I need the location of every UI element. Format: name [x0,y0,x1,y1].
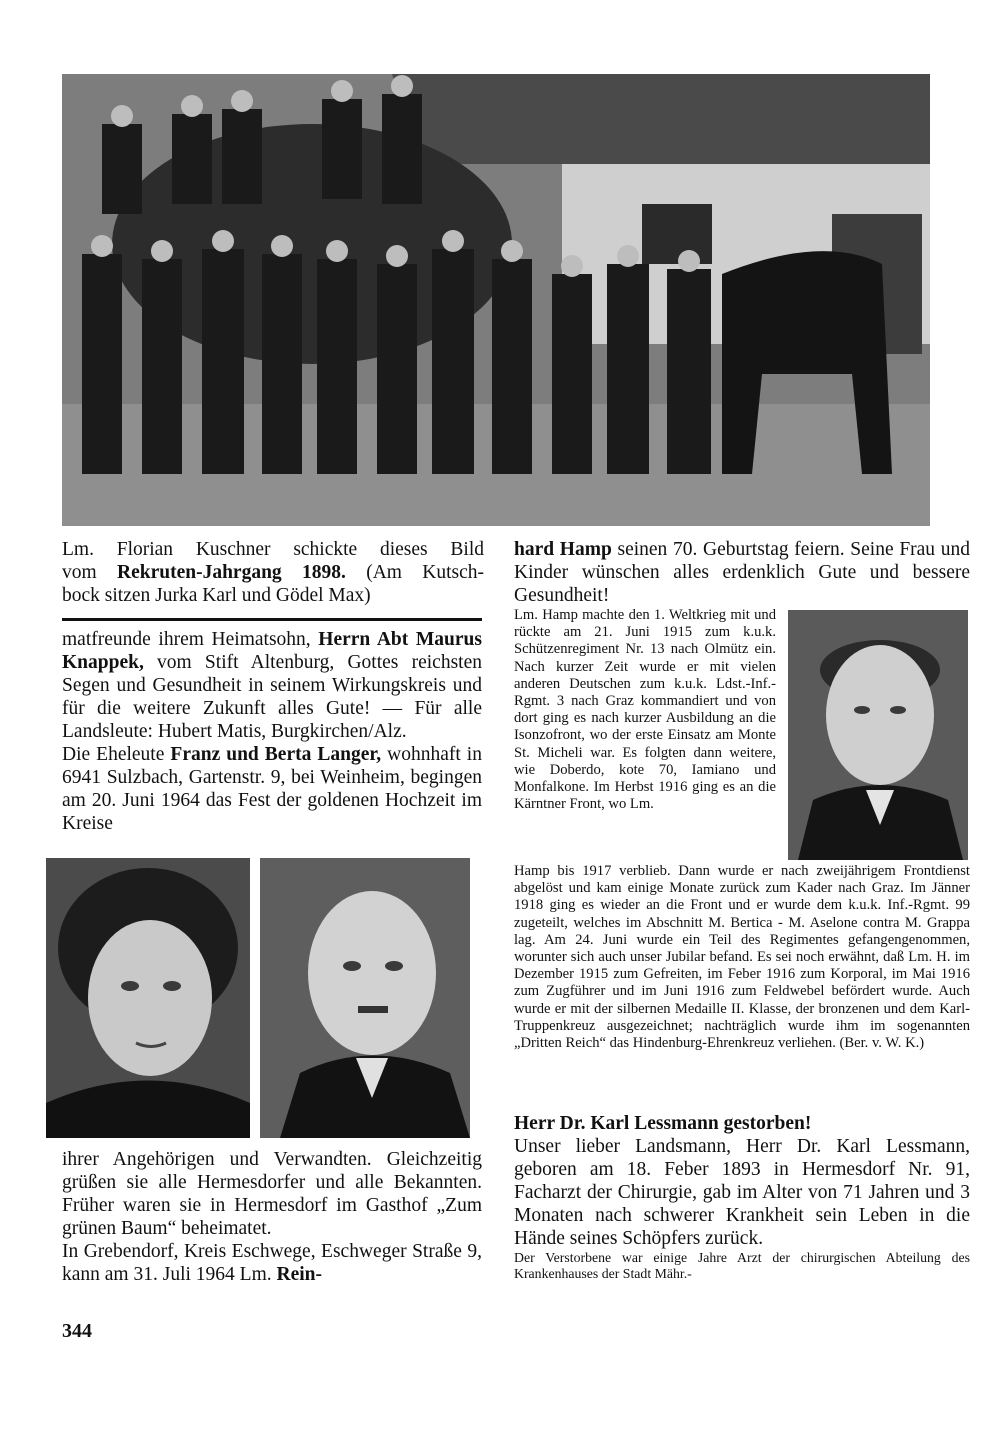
name-abt-maurus-knappek: Herrn Abt Maurus Knappek, [62,629,482,673]
text-segment: seinen 70. Geburtstag feiern. Seine Frau und Kinder wünschen alles erdenklich Gute und bessere Gesundheit! [514,539,970,606]
name-franz-berta-langer: Franz und Berta Langer, [170,744,382,765]
column-divider-rule [62,618,482,621]
right-article-biography-full [514,863,970,1052]
portrait-reinhard-hamp [788,610,968,860]
page-number: 344 [62,1320,92,1342]
paragraph-langer [62,743,482,835]
name-reinhard-part: Rein- [276,1264,322,1285]
paragraph-hamp-intro [62,1240,482,1286]
paragraph-hamp-biography: Lm. Hamp machte den 1. Weltkrieg mit und rückte am 21. Juni 1915 zum k.u.k. Schützenregiment Nr. 13 nach Olmütz ein. Nach kurzer Zeit wurde er mit vielen anderen Deutschen zum k.u.k. Ldst.-Inf.-Rgmt. 3 nach Graz kommandiert und von dort ging es nach kurzer Ausbildung an die Isonzofront, wo der erste Einsatz am Monte St. Micheli war. Es folgten dann weitere, wie Doberdo, kote 70, Iamiano und Monfalkone. Im Herbst 1916 ging es an die Kärntner Front, wo Lm. [514,607,776,813]
left-article-lower [62,1148,482,1286]
text-segment: vom Stift Altenburg, Gottes reichsten Segen und Gesundheit in seinem Wirkungskreis und für die weitere Zukunft alles Gute! — Für alle Landsleute: Hubert Matis, Burgkirchen/Alz. [62,652,482,742]
right-article-intro [514,538,970,607]
caption-line-1: Lm. Florian Kuschner schickte dieses Bild [62,539,484,560]
photo-caption [62,538,484,607]
paragraph-hamp-biography-continued: Hamp bis 1917 verblieb. Dann wurde er nach zweijährigem Frontdienst abgelöst und kam einige Monate zurück zum Kader nach Graz. Im Jänner 1918 ging es wieder an die Front und er wurde dem k.u.k. Inf.-Rgmt. 99 zugeteilt, welches im Abschnitt M. Bertica - M. Aselone contra M. Grappa lag. Am 24. Juni wurde ein Teil des Regimentes gefangengenommen, worunter sich auch unser Jubilar befand. Es sei noch erwähnt, daß Lm. H. im Dezember 1915 zum Gefreiten, im Feber 1916 zum Korporal, im Mai 1916 zum Zugführer und im Juni 1916 zum Feldwebel befördert wurde. Auch wurde er mit der silbernen Medaille II. Klasse, der bronzenen und dem Karl-Truppenkreuz ausgezeichnet; nachträglich wurde ihm im sogenannten „Dritten Reich“ das Hindenburg-Ehrenkreuz verliehen. (Ber. v. W. K.) [514,863,970,1052]
right-article-obituary [514,1112,970,1283]
obituary-heading: Herr Dr. Karl Lessmann gestorben! [514,1113,812,1134]
caption-line-3: bock sitzen Jurka Karl und Gödel Max) [62,585,371,606]
paragraph-obituary: Unser lieber Landsmann, Herr Dr. Karl Lessmann, geboren am 18. Feber 1893 in Hermesdorf Nr. 91, Facharzt der Chirurgie, gab im Alter von 71 Jahren und 3 Monaten nach schwerer Krankheit sein Leben in die Hände seines Schöpfers zurück. [514,1136,970,1249]
text-segment: matfreunde ihrem Heimatsohn, [62,629,319,650]
paragraph-abt-knappek [62,628,482,743]
caption-line-2-bold: Rekruten-Jahrgang 1898. [117,562,346,583]
text-segment: wohnhaft in 6941 Sulzbach, Gartenstr. 9, bei Weinheim, begingen am 20. Juni 1964 das Fest der goldenen Hochzeit im Kreise [62,744,482,834]
caption-line-2-pre: vom [62,562,117,583]
paragraph-hamp-birthday [514,538,970,607]
portrait-woman-illustration [46,858,250,1138]
text-segment: In Grebendorf, Kreis Eschwege, Eschweger Straße 9, kann am 31. Juli 1964 Lm. [62,1241,482,1285]
left-article-upper [62,628,482,835]
right-article-biography-narrow [514,607,776,813]
caption-line-2-post: (Am Kutsch- [345,562,485,583]
group-photo-illustration [62,74,930,526]
name-hard-hamp: hard Hamp [514,539,612,560]
portrait-franz-langer [260,858,470,1138]
portrait-berta-langer [46,858,250,1138]
portrait-hamp-illustration [788,610,968,860]
paragraph-greetings: ihrer Angehörigen und Verwandten. Gleichzeitig grüßen sie alle Hermesdorfer und alle Bekannten. Früher waren sie in Hermesdorf im Gasthof „Zum grünen Baum“ beheimatet. [62,1149,482,1239]
paragraph-obituary-small: Der Verstorbene war einige Jahre Arzt der chirurgischen Abteilung des Krankenhauses der Stadt Mähr.- [514,1250,970,1282]
portrait-man-illustration [260,858,470,1138]
group-photo-recruits-1898 [62,74,930,526]
text-segment: Die Eheleute [62,744,171,765]
